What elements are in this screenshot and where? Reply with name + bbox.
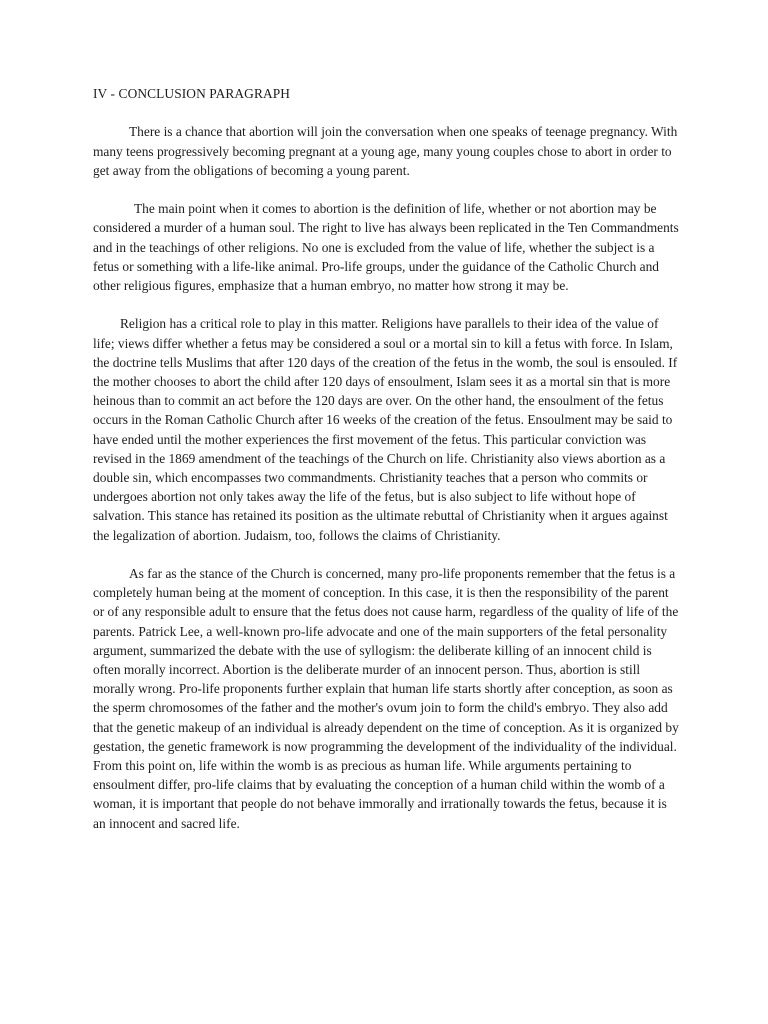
paragraph-teenage-pregnancy: There is a chance that abortion will join the conversation when one speaks of teenage pregnancy. With many teens progressively becoming pregnant at a young age, many young couples chose to abort in order to get away from the obligations of becoming a young parent.: [93, 124, 678, 178]
paragraph-church-stance: As far as the stance of the Church is concerned, many pro-life proponents remember that the fetus is a completely human being at the moment of conception. In this case, it is then the responsibility of the parent or of any responsible adult to ensure that the fetus does not cause harm, regardless of the quality of life of the parents. Patrick Lee, a well-known pro-life advocate and one of the main supporters of the fetal personality argument, summarized the debate with the use of syllogism: the deliberate killing of an innocent child is often morally incorrect. Abortion is the deliberate murder of an innocent person. Thus, abortion is still morally wrong. Pro-life proponents further explain that human life starts shortly after conception, as soon as the sperm chromosomes of the father and the mother's ovum join to form the child's embryo. They also add that the genetic makeup of an individual is already dependent on the time of conception. As it is organized by gestation, the genetic framework is now programming the development of the individuality of the individual. From this point on, life within the womb is as precious as human life. While arguments pertaining to ensoulment differ, pro-life claims that by evaluating the conception of a human child within the womb of a woman, it is important that people do not behave immorally and irrationally towards the fetus, because it is an innocent and sacred life.: [93, 566, 679, 831]
document-page: [93, 84, 681, 852]
section-heading: IV - CONCLUSION PARAGRAPH: [93, 86, 291, 101]
paragraph-religion-role: Religion has a critical role to play in this matter. Religions have parallels to their idea of the value of life; views differ whether a fetus may be considered a soul or a mortal sin to kill a fetus with force. In Islam, the doctrine tells Muslims that after 120 days of the creation of the fetus in the womb, the soul is ensouled. If the mother chooses to abort the child after 120 days of ensoulment, Islam sees it as a mortal sin that is more heinous than to commit an act before the 120 days are over. On the other hand, the ensoulment of the fetus occurs in the Roman Catholic Church after 16 weeks of the creation of the fetus. Ensoulment may be said to have ended until the mother experiences the first movement of the fetus. This particular conviction was revised in the 1869 amendment of the teachings of the Church on life. Christianity also views abortion as a double sin, which encompasses two commandments. Christianity teaches that a person who commits or undergoes abortion not only takes away the life of the fetus, but is also subject to life without hope of salvation. This stance has retained its position as the ultimate rebuttal of Christianity when it argues against the legalization of abortion. Judaism, too, follows the claims of Christianity.: [93, 316, 678, 543]
paragraph-definition-of-life: The main point when it comes to abortion is the definition of life, whether or not abortion may be considered a murder of a human soul. The right to live has always been replicated in the Ten Commandments and in the teachings of other religions. No one is excluded from the value of life, whether the subject is a fetus or something with a life-like animal. Pro-life groups, under the guidance of the Catholic Church and other religious figures, emphasize that a human embryo, no matter how strong it may be.: [93, 201, 679, 293]
